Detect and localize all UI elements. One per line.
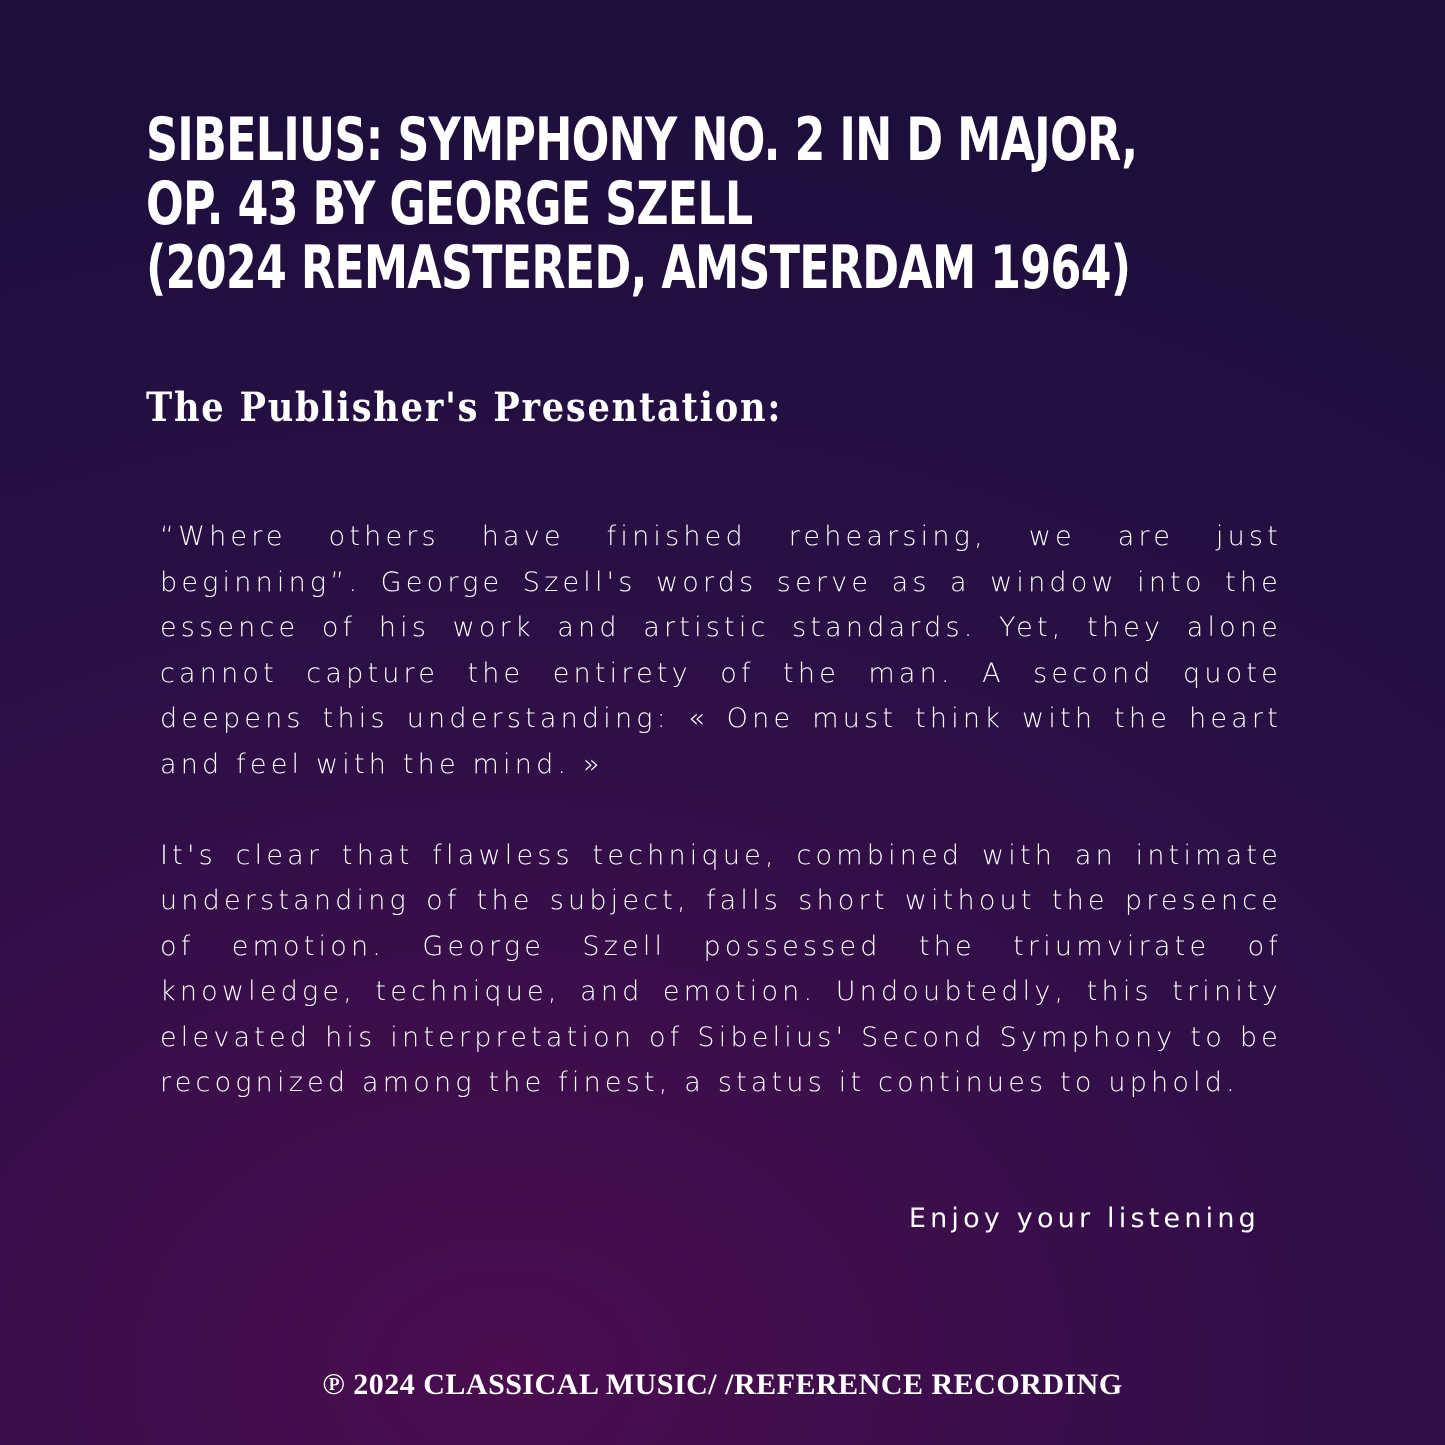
copyright-footer: ℗ 2024 CLASSICAL MUSIC/ /REFERENCE RECORDING <box>322 1368 1123 1401</box>
album-title-line-1: SIBELIUS: SYMPHONY NO. 2 IN D MAJOR, <box>146 105 1138 175</box>
section-heading: The Publisher's Presentation: <box>146 384 783 431</box>
album-title-line-2: OP. 43 BY GEORGE SZELL <box>146 169 753 239</box>
paragraph-2: It's clear that flawless technique, combined with an intimate understanding of the subject, falls short without the presence of emotion. George Szell possessed the triumvirate of knowledge, technique, and emotion. Undoubtedly, this trinity elevated his interpretation of Sibelius' Second Symphony to be recognized among the finest, a status it continues to uphold. <box>160 839 1282 1098</box>
album-title <box>146 105 1138 303</box>
presentation-text <box>160 514 1282 1106</box>
signoff-text: Enjoy your listening <box>908 1203 1260 1234</box>
album-title-line-3: (2024 REMASTERED, AMSTERDAM 1964) <box>146 233 1131 303</box>
paragraph-1: “Where others have finished rehearsing, we are just beginning”. George Szell's words serve as a window into the essence of his work and artistic standards. Yet, they alone cannot capture the entirety of the man. A second quote deepens this understanding: « One must think with the heart and feel with the mind. » <box>160 521 1282 780</box>
